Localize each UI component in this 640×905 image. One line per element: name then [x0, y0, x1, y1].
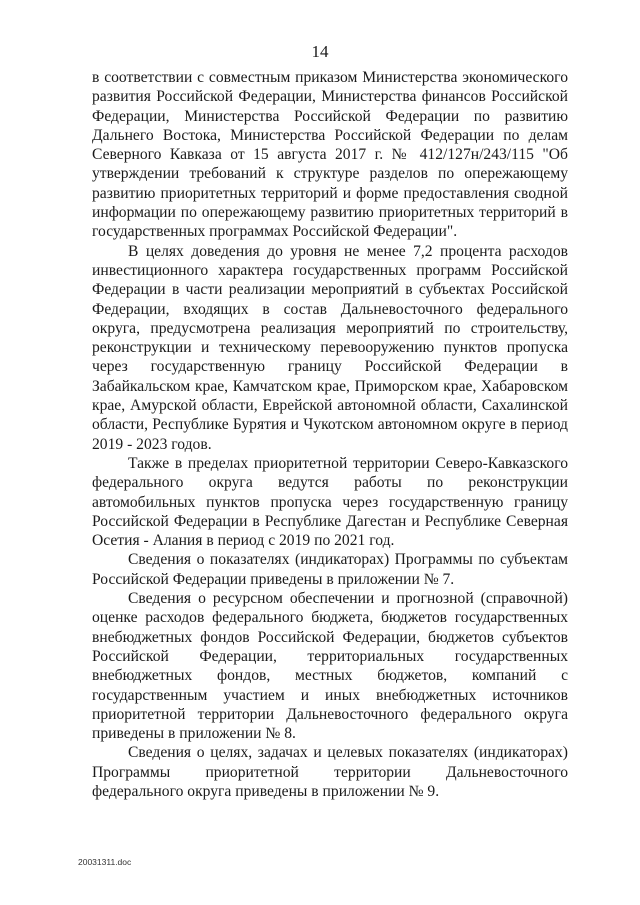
paragraph-appendix-9: Сведения о целях, задачах и целевых показателях (индикаторах) Программы приоритетной территории Дальневосточного федерального округа приведены в приложении № 9. [92, 744, 568, 800]
body-text [92, 68, 568, 801]
paragraph-north-caucasus: Также в пределах приоритетной территории Северо-Кавказского федерального округа ведутся работы по реконструкции автомобильных пунктов пропуска через государственную границу Российской Федерации в Республике Дагестан и Республике Северная Осетия - Алания в период с 2019 по 2021 год. [92, 454, 568, 550]
page-number: 14 [311, 42, 329, 61]
paragraph-appendix-8: Сведения о ресурсном обеспечении и прогнозной (справочной) оценке расходов федерального бюджета, бюджетов государственных внебюджетных фондов Российской Федерации, бюджетов субъектов Российской Федерации, территориальных государственных внебюджетных фондов, местных бюджетов, компаний с государственным участием и иных внебюджетных источников приоритетной территории Дальневосточного федерального округа приведены в приложении № 8. [92, 590, 568, 743]
paragraph-continuation: в соответствии с совместным приказом Министерства экономического развития Российской Федерации, Министерства финансов Российской Федерации, Министерства Российской Федерации по развитию Дальнего Востока, Министерства Российской Федерации по делам Северного Кавказа от 15 августа 2017 г. № 412/127н/243/115 "Об утверждении требований к структуре разделов по опережающему развитию приоритетных территорий и форме предоставления сводной информации по опережающему развитию приоритетных территорий в государственных программах Российской Федерации". [92, 69, 568, 241]
file-name-footer: 20031311.doc [78, 857, 132, 867]
paragraph-appendix-7: Сведения о показателях (индикаторах) Программы по субъектам Российской Федерации приведены в приложении № 7. [92, 551, 568, 588]
paragraph-investment-share: В целях доведения до уровня не менее 7,2 процента расходов инвестиционного характера государственных программ Российской Федерации в части реализации мероприятий в субъектах Российской Федерации, входящих в состав Дальневосточного федерального округа, предусмотрена реализация мероприятий по строительству, реконструкции и техническому перевооружению пунктов пропуска через государственную границу Российской Федерации в Забайкальском крае, Камчатском крае, Приморском крае, Хабаровском крае, Амурской области, Еврейской автономной области, Сахалинской области, Республике Бурятия и Чукотском автономном округе в период 2019 - 2023 годов. [92, 242, 568, 453]
